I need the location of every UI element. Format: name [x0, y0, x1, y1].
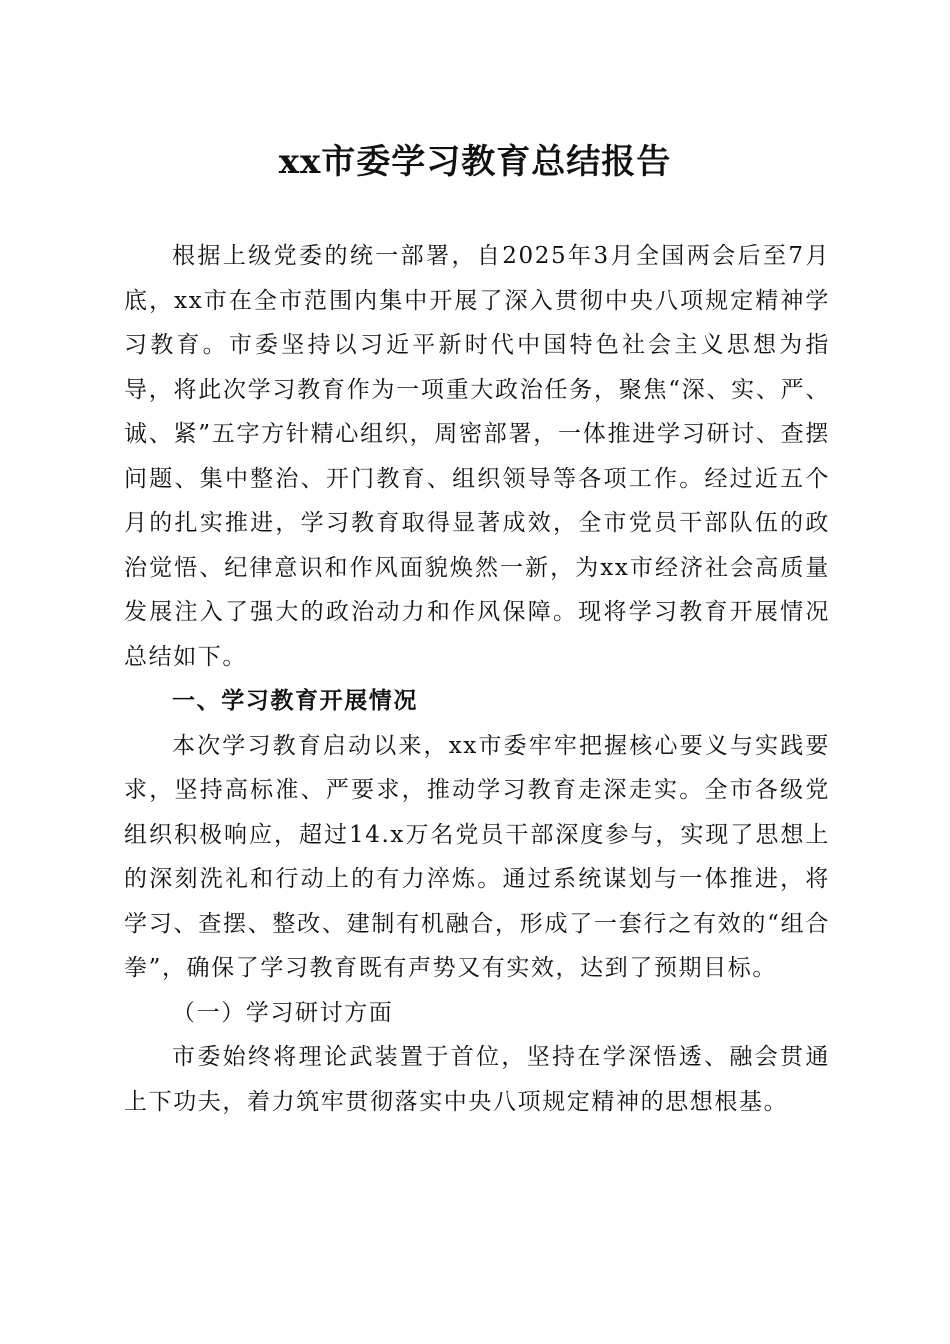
section-heading-1: 一、学习教育开展情况	[172, 687, 418, 714]
subsection-heading-1: （一）学习研讨方面	[172, 999, 394, 1026]
subsection-1-paragraph: 市委始终将理论武装置于首位，坚持在学深悟透、融会贯通上下功夫，着力筑牢贯彻落实中央八项规定精神的思想根基。	[124, 1044, 830, 1115]
document-body	[124, 234, 830, 1124]
document-title: xx市委学习教育总结报告	[278, 142, 672, 182]
intro-paragraph: 根据上级党委的统一部署，自2025年3月全国两会后至7月底，xx市在全市范围内集中开展了深入贯彻中央八项规定精神学习教育。市委坚持以习近平新时代中国特色社会主义思想为指导，将此次学习教育作为一项重大政治任务，聚焦“深、实、严、诚、紧”五字方针精心组织，周密部署，一体推进学习研讨、查摆问题、集中整治、开门教育、组织领导等各项工作。经过近五个月的扎实推进，学习教育取得显著成效，全市党员干部队伍的政治觉悟、纪律意识和作风面貌焕然一新，为xx市经济社会高质量发展注入了强大的政治动力和作风保障。现将学习教育开展情况总结如下。	[124, 243, 830, 670]
section-1-paragraph: 本次学习教育启动以来，xx市委牢牢把握核心要义与实践要求，坚持高标准、严要求，推动学习教育走深走实。全市各级党组织积极响应，超过14.x万名党员干部深度参与，实现了思想上的深刻洗礼和行动上的有力淬炼。通过系统谋划与一体推进，将学习、查摆、整改、建制有机融合，形成了一套行之有效的“组合拳”，确保了学习教育既有声势又有实效，达到了预期目标。	[124, 732, 830, 981]
